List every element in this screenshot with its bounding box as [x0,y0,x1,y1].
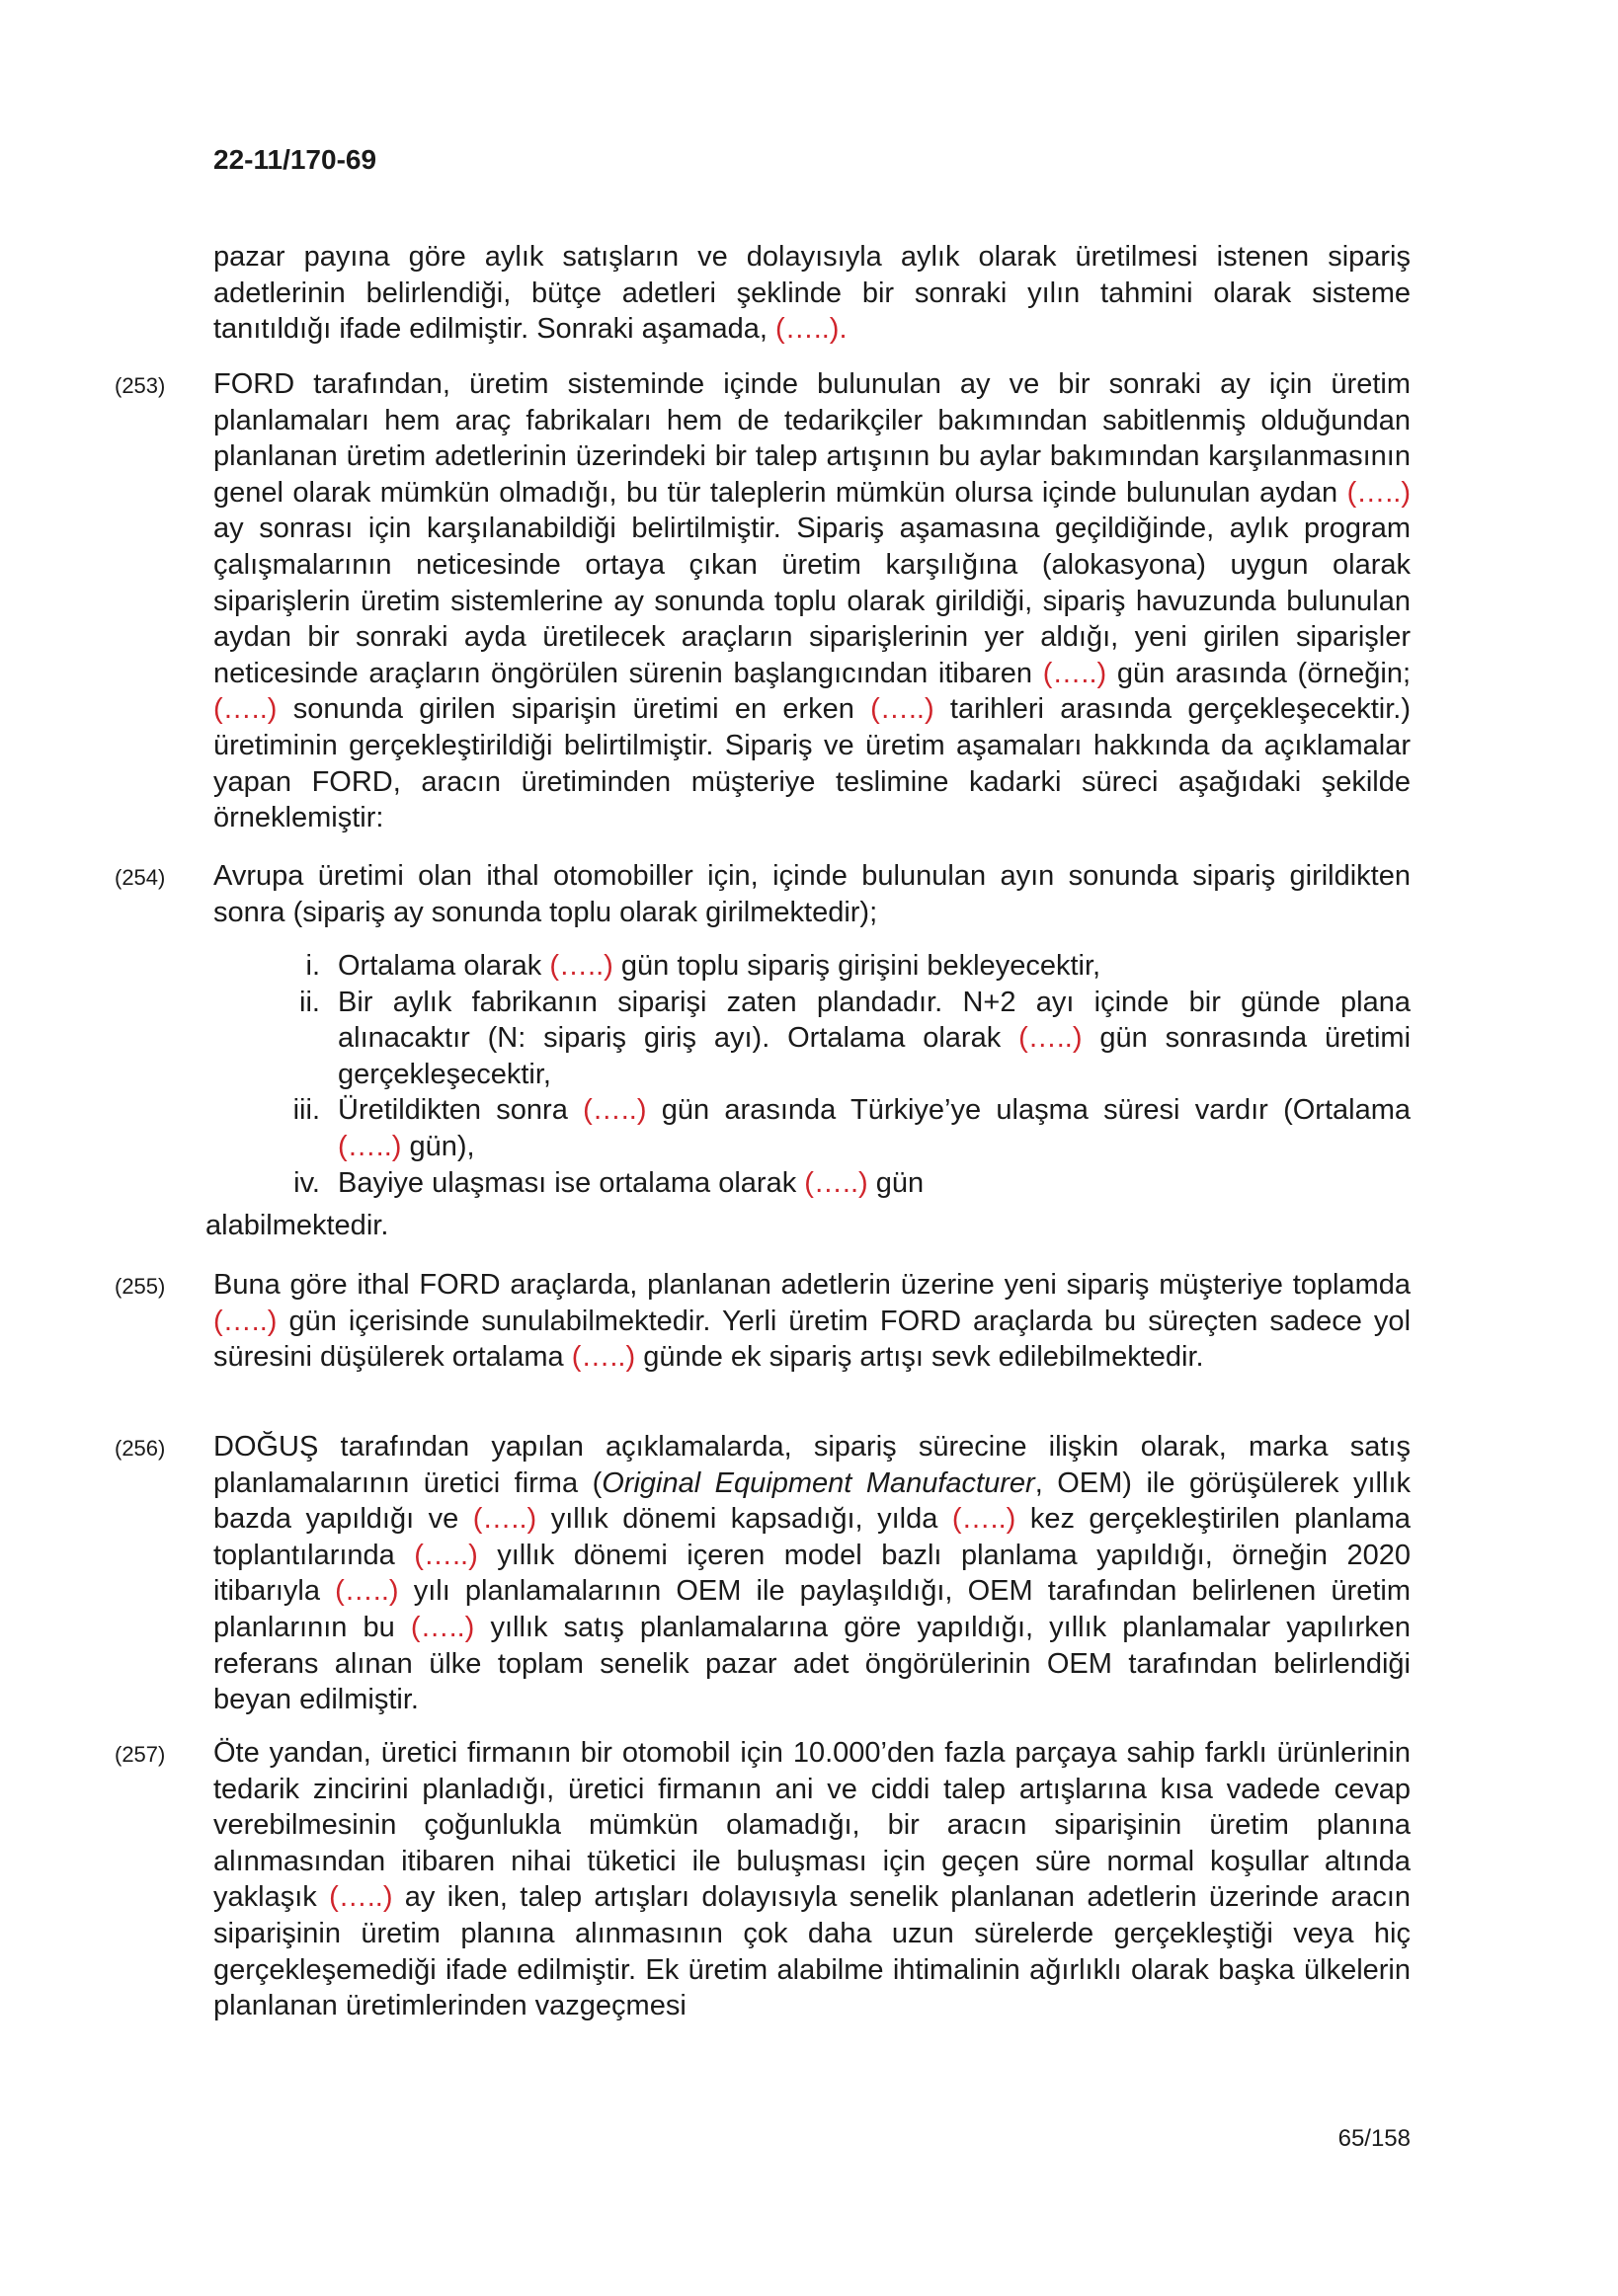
redaction-mark: (…..) [213,693,278,726]
list-marker: iii. [292,1094,320,1127]
text-run: gün arasında (örneğin; [1116,657,1412,689]
page-number: 65/158 [1337,2125,1411,2152]
text-run: ay sonrası için karşılanabildiği belirtilmiştir. Sipariş aşamasına geçildiğinde, aylık program çalışmalarının neticesinde ortaya çıkan üretim karşılığına (alokasyona) uygun olarak siparişlerin üretim sistemlerine ay sonunda toplu olarak girildiği, sipariş havuzunda bulunulan aydan bir sonraki ayda üretilecek araçların siparişlerinin yer aldığı, yeni girilen siparişler neticesinde araçların öngörülen sürenin başlangıcından itibaren [213,513,1411,689]
paragraph-number: (257) [115,1742,166,1767]
text-run: Buna göre ithal FORD araçlarda, planlanan adetlerin üzerine yeni sipariş müşteriye toplamda [213,1269,1411,1301]
list-item [213,1165,1411,1202]
text-run: gün içerisinde sunulabilmektedir. Yerli üretim FORD araçlarda bu süreçten sadece yol süresini düşülerek ortalama [213,1305,1412,1374]
redaction-mark: (…..) [472,1503,537,1536]
redaction-mark: (…..) [571,1341,636,1374]
text-run: pazar payına göre aylık satışların ve dolayısıyla aylık olarak üretilmesi istenen sipariş adetlerinin belirlendiği, bütçe adetleri şeklinde bir sonraki yılın tahmini olarak sisteme tanıtıldığı ifade edilmiştir. Sonraki aşamada, [213,241,1411,346]
paragraph-number: (255) [115,1274,166,1299]
paragraph-253 [213,366,1411,836]
redaction-mark: (…..) [775,313,840,346]
text-run: FORD tarafından, üretim sisteminde içinde bulunulan ay ve bir sonraki ay için üretim planlamaları hem araç fabrikaları hem de tedarikçiler bakımından sabitlenmiş olduğundan planlanan üretim adetlerinin üzerindeki bir talep artışının bu aylar bakımından karşılanmasının genel olarak mümkün olmadığı, bu tür taleplerin mümkün olursa içinde bulunulan aydan [213,368,1411,509]
text-run: Öte yandan, üretici firmanın bir otomobil için 10.000’den fazla parçaya sahip farklı ürünlerinin tedarik zincirini planladığı, üretici firmanın ani ve ciddi talep artışlarına kısa vadede cevap verebilmesinin çoğunlukla mümkün olamadığı, bir aracın siparişinin üretim planına alınmasından itibaren nihai tüketici ile buluşması için geçen süre normal koşullar altında yaklaşık [213,1737,1411,1914]
list-marker: iv. [293,1166,320,1199]
intro-paragraph [213,239,1411,348]
redaction-mark: (…..) [549,950,613,982]
text-run: tarihleri arasında gerçekleşecektir.) üretiminin gerçekleştirildiği belirtilmiştir. Sipariş ve üretim aşamaları hakkında da açıklamalar yapan FORD, aracın üretiminden müşteriye teslimine kadarki süreci aşağıdaki şekilde örneklemiştir: [213,693,1412,834]
italic-term: Original Equipment Manufacturer [602,1466,1035,1499]
text-run: gün arasında Türkiye’ye ulaşma süresi vardır (Ortalama [661,1094,1411,1127]
list-item [213,1092,1411,1164]
redaction-mark: (…..) [1042,657,1107,689]
text-run: sonunda girilen siparişin üretimi en erken [292,693,854,726]
paragraph-number: (254) [115,865,166,890]
redaction-mark: (…..) [410,1611,475,1643]
redaction-mark: (…..) [1018,1022,1083,1055]
redaction-mark: (…..) [804,1166,868,1199]
paragraph-255 [213,1267,1411,1376]
text-run: Bir aylık fabrikanın siparişi zaten plandadır. N+2 ayı içinde bir günde plana alınacaktır (N: sipariş giriş ayı). Ortalama olarak [338,986,1411,1055]
text-run: Üretildikten sonra [338,1094,568,1127]
text-run: yıllık dönemi içeren model bazlı planlama yapıldığı, örneğin 2020 itibarıyla [213,1539,1411,1608]
text-run: yıllık satış planlamalarına göre yapıldığı, yıllık planlamalar yapılırken referans alınan ülke toplam senelik pazar adet öngörülerinin OEM tarafından belirlendiği beyan edilmiştir. [213,1611,1411,1716]
text-run: yılı planlamalarının OEM ile paylaşıldığı, OEM tarafından belirlenen üretim planlarının bu [213,1575,1411,1643]
roman-list [213,948,1411,1201]
paragraph-256 [213,1429,1411,1718]
text-run: gün sonrasında üretimi gerçekleşecektir, [338,1022,1412,1090]
text-run: gün toplu sipariş girişini bekleyecektir, [620,950,1101,982]
text-run: . [839,313,848,346]
document-number: 22-11/170-69 [213,144,377,175]
redaction-mark: (…..) [335,1575,399,1608]
list-item [213,985,1411,1093]
redaction-mark: (…..) [414,1539,478,1571]
redaction-mark: (…..) [213,1305,278,1337]
list-marker: ii. [299,986,320,1018]
redaction-mark: (…..) [870,693,934,726]
list-marker: i. [305,950,320,982]
redaction-mark: (…..) [951,1503,1016,1536]
text-run: ay iken, talep artışları dolayısıyla senelik planlanan adetlerin üzerinde aracın siparişinin üretim planına alınmasının çok daha uzun sürelerde gerçekleştiği veya hiç gerçekleşemediği ifade edilmiştir. Ek üretim alabilme ihtimalinin ağırlıklı olarak başka ülkelerin planlanan üretimlerinden vazgeçmesi [213,1881,1412,2022]
text-run: Bayiye ulaşması ise ortalama olarak [338,1166,797,1199]
paragraph-257 [213,1735,1411,2024]
text-run: Ortalama olarak [338,950,542,982]
redaction-mark: (…..) [583,1094,647,1127]
text-run: gün), [409,1130,475,1162]
text-run: yıllık dönemi kapsadığı, yılda [550,1503,938,1536]
paragraph-254: Avrupa üretimi olan ithal otomobiller için, içinde bulunulan ayın sonunda sipariş girildikten sonra (sipariş ay sonunda toplu olarak girilmektedir); [213,860,1411,928]
redaction-mark: (…..) [338,1130,402,1162]
list-item [213,948,1411,985]
text-run: , OEM) ile görüşülerek yıllık bazda yapıldığı ve [213,1466,1412,1536]
redaction-mark: (…..) [329,1881,393,1914]
text-run: DOĞUŞ tarafından yapılan açıklamalarda, sipariş sürecine ilişkin olarak, marka satış planlamalarının üretici firma ( [213,1431,1411,1499]
paragraph-number: (253) [115,373,166,398]
redaction-mark: (…..) [1346,476,1411,509]
text-run: günde ek sipariş artışı sevk edilebilmektedir. [643,1341,1204,1374]
text-run: gün [875,1166,925,1199]
paragraph-number: (256) [115,1436,166,1461]
text-run: kez gerçekleştirilen planlama toplantılarında [213,1503,1412,1571]
list-tail-text: alabilmektedir. [205,1210,389,1241]
